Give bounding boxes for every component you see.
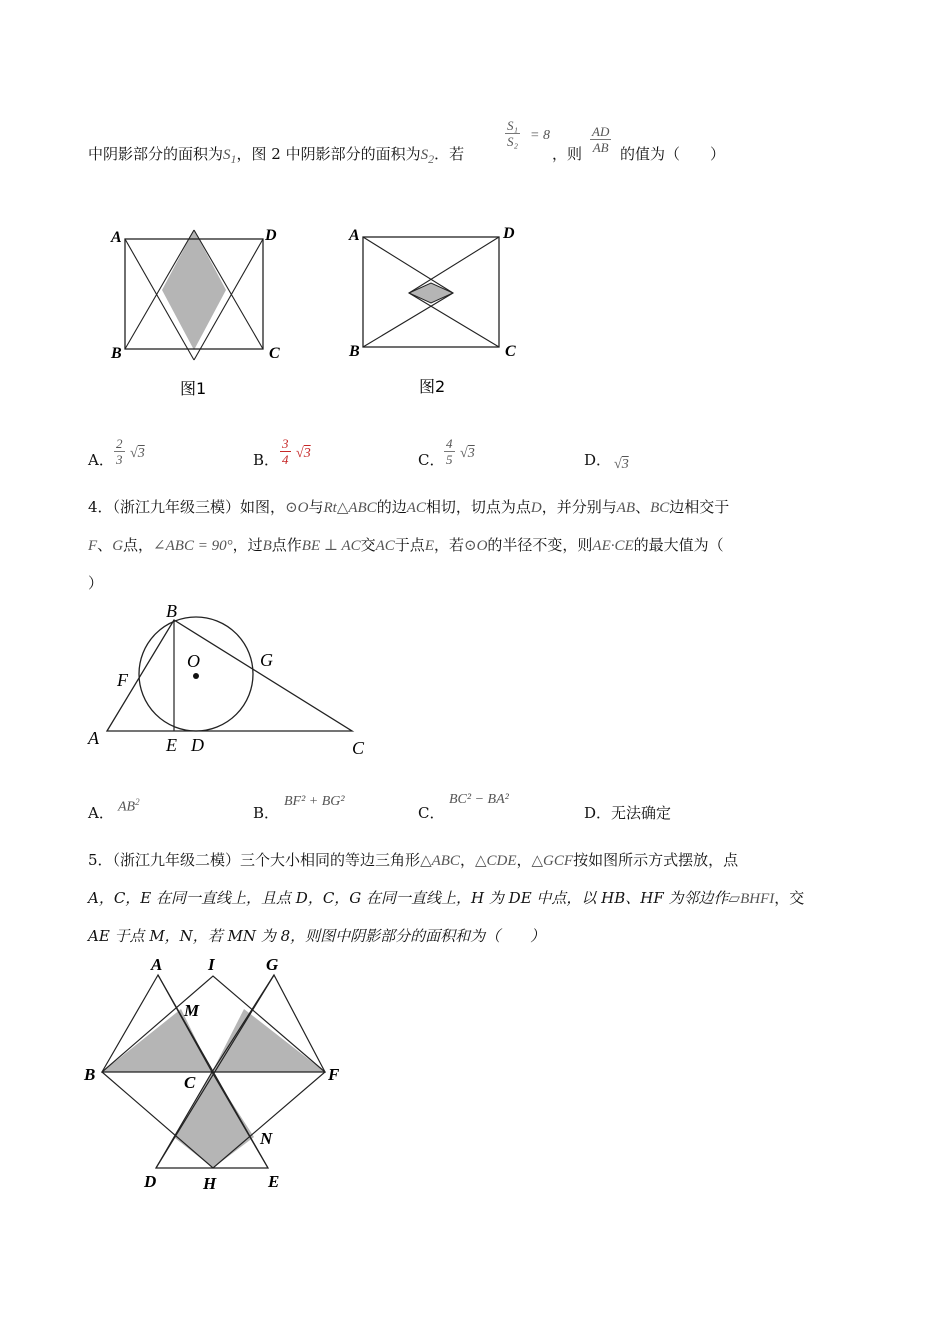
q4-option-a[interactable]: A． [88,804,114,822]
q3-figure-1 [105,220,295,400]
fig2-line [409,237,499,293]
q4-option-b-expr: BF² + BG² [284,794,345,809]
q3-option-d-sqrt: √3 [614,457,629,472]
q3-option-c-frac: $\frac{4}{5}$ [446,436,453,467]
q5-stem-line1: 5．（浙江九年级二模）三个大小相同的等边三角形△ABC，△CDE，△GCF按如图所示方式摆放，点 [88,851,739,869]
q5-label-g: G [266,955,279,974]
fig2-shaded-rhombus [409,283,453,303]
q4-label-g: G [260,650,273,670]
fig2-line [409,293,499,347]
q5-label-d: D [144,1172,157,1191]
q5-label-b: B [84,1065,96,1084]
q5-label-m: M [184,1001,200,1020]
q4-option-d[interactable]: D．无法确定 [584,804,672,822]
q3-option-c[interactable]: C． [418,451,445,469]
q5-label-n: N [260,1129,273,1148]
q3-stem: 中阴影部分的面积为$S_1$，图 2 中阴影部分的面积为$S_2$．若 [88,145,465,166]
q4-stem-line3: ） [88,574,104,592]
q5-label-f: F [328,1065,340,1084]
q3-option-a-sqrt: √3 [130,446,145,461]
q3-ratio-fraction: $\frac{\text{S₁}}{\text{S₂}}$ [507,118,519,149]
q3-option-b-frac: $\frac{3}{4}$ [282,436,289,467]
q4-stem-line1: 4．（浙江九年级三模）如图，⊙O与Rt△ABC的边AC相切，切点为点D，并分别与AB、BC边相交于 [88,498,730,516]
q3-stem-end: 的值为（ ） [620,145,726,163]
q5-stem-line2: A，C，E 在同一直线上，且点 D，C，G 在同一直线上，H 为 DE 中点，以 HB、HF 为邻边作▱BHFI，交 [88,889,805,907]
q4-stem-line2: F、G点，∠ABC = 90°，过B点作BE ⊥ AC交AC于点E，若⊙O的半径不变，则AE·CE的最大值为（ [88,536,724,554]
q3-ratio-eq: = 8 [530,128,550,143]
q4-label-o: O [187,651,200,671]
fig2-label-a: A [349,227,360,244]
q3-stem-then: ，则 [552,145,583,163]
q5-label-i: I [208,955,215,974]
q3-option-b[interactable]: B． [253,451,280,469]
q4-center-dot [193,673,199,679]
fig1-caption: 图1 [180,379,207,398]
fig2-line [363,293,453,347]
q3-figure-2 [345,220,535,400]
q3-option-d[interactable]: D． [584,451,612,469]
fig1-shaded-rhombus [162,230,226,350]
fig2-label-d: D [503,225,515,242]
q4-label-d: D [191,735,204,755]
fig1-label-d: D [265,227,277,244]
q3-option-a[interactable]: A． [88,451,114,469]
q5-label-a: A [151,955,163,974]
q4-triangle-abc [107,620,352,731]
fig2-caption: 图2 [419,377,446,396]
q4-label-e: E [166,735,177,755]
q3-ad-ab-fraction: $\frac{AD}{AB}$ [592,124,610,155]
q4-option-c-expr: BC² − BA² [449,792,509,807]
q5-label-c: C [184,1073,196,1092]
q4-label-c: C [352,738,365,758]
fig2-label-b: B [349,343,360,360]
q4-option-a-expr: $AB^2$ [118,797,140,815]
q4-option-c[interactable]: C． [418,804,445,822]
fig2-line [363,237,453,293]
fig1-label-c: C [269,345,280,362]
q3-option-b-sqrt: √3 [296,446,311,461]
q4-option-b[interactable]: B． [253,804,280,822]
q5-label-e: E [268,1172,280,1191]
q5-stem-line3: AE 于点 M，N，若 MN 为 8，则图中阴影部分的面积和为（ ） [88,927,546,945]
q5-label-h: H [203,1174,217,1193]
fig1-label-b: B [111,345,122,362]
q4-label-f: F [117,670,128,690]
q5-figure [80,952,360,1197]
s1-symbol: $S_1$ [223,147,237,166]
q3-option-a-frac: $\frac{2}{3}$ [116,436,123,467]
fig2-label-c: C [505,343,516,360]
fig1-label-a: A [111,229,122,246]
q4-label-a: A [88,728,99,748]
q4-label-b: B [166,601,177,621]
q3-option-c-sqrt: √3 [460,446,475,461]
q4-figure [80,598,380,763]
s2-symbol: $S_2$ [420,147,435,166]
